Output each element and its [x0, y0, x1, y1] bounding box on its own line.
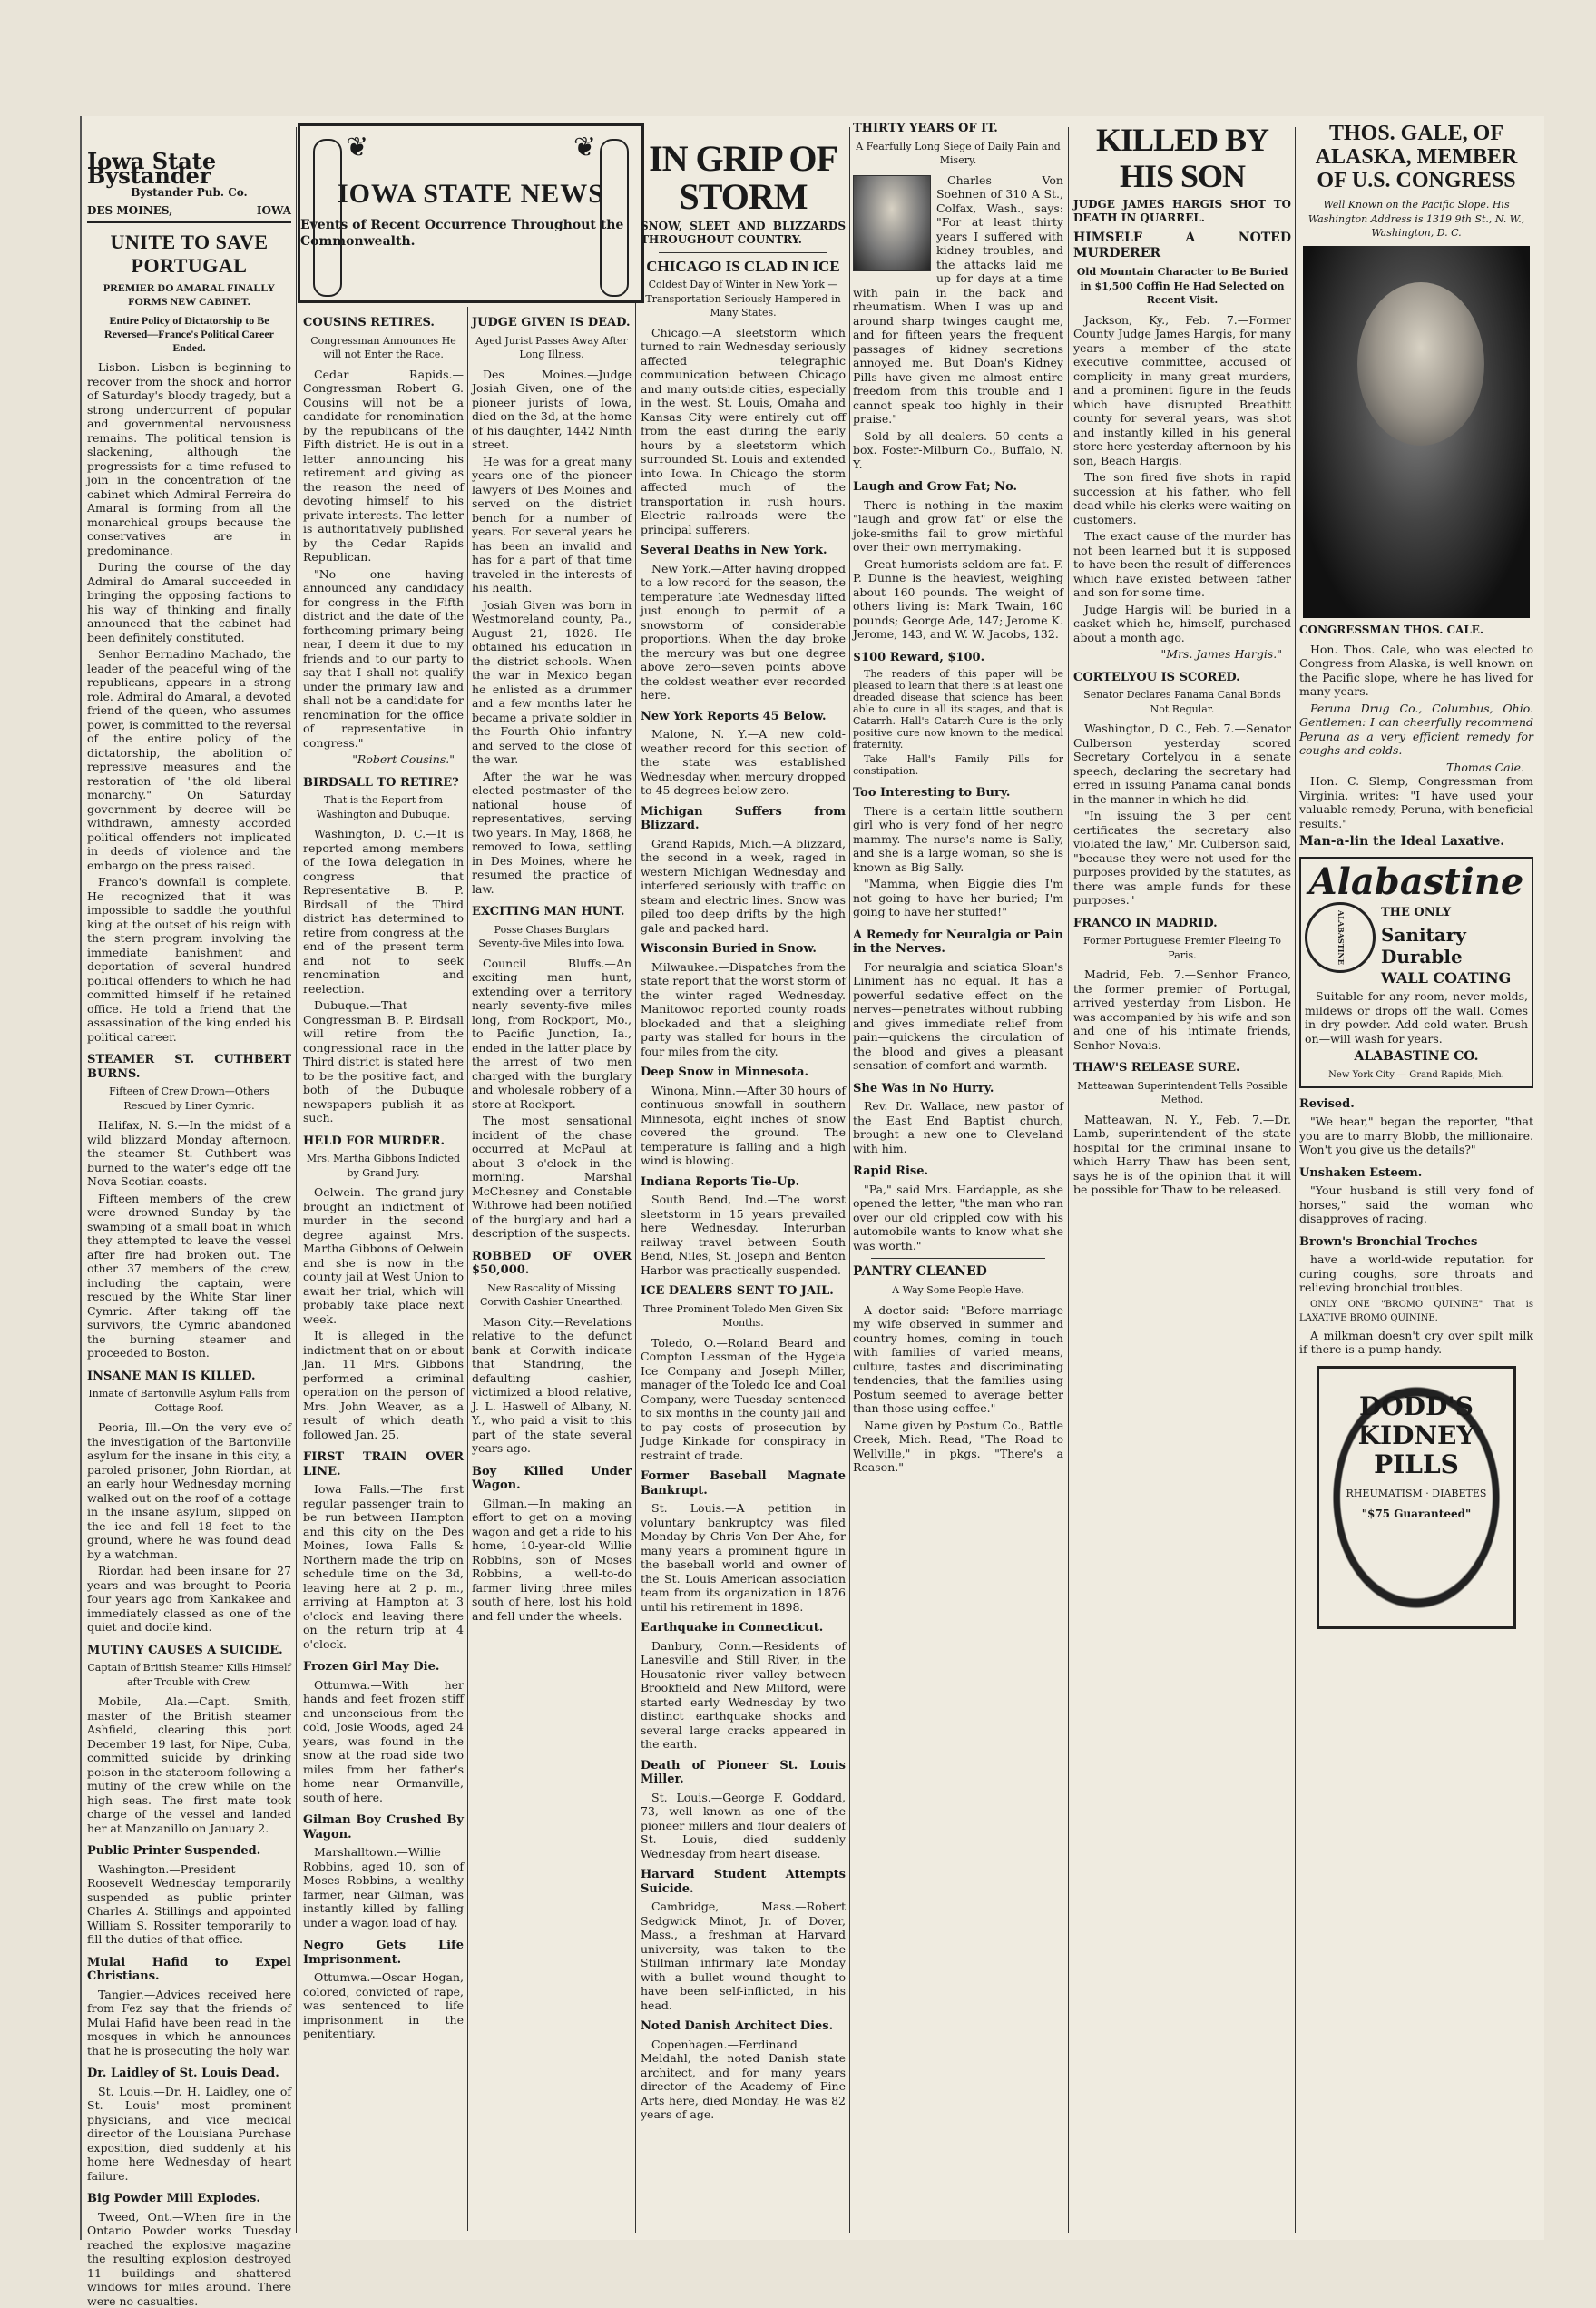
section-headline: Negro Gets Life Imprisonment.	[303, 1939, 464, 1967]
alabastine-brand: ALABASTINE CO.	[1305, 1049, 1528, 1065]
section-headline: THAW'S RELEASE SURE.	[1073, 1061, 1291, 1075]
article-paragraph: "Your husband is still very fond of horses," said the woman who disapproves of racing.	[1299, 1183, 1533, 1226]
masthead-city: DES MOINES,	[87, 204, 172, 219]
iowa-state-news-banner	[298, 123, 644, 303]
article-paragraph: Great humorists seldom are fat. F. P. Dunne is the heaviest, weighing about 160 pounds. The weight of others living is: Mark Twain, 160 pounds; George Ade, 147; Jerome K. Jerome, 143, and W. W. Jacobs, 132.	[853, 557, 1063, 642]
section-headline: New York Reports 45 Below.	[641, 710, 846, 724]
ornament-flourish-icon: ❦	[573, 132, 596, 163]
article-paragraph: Washington, D. C., Feb. 7.—Senator Culberson yesterday scored Secretary Cortelyou in a senate speech, declaring the secretary had erred in issuing Panama canal bonds in the manner in which he did.	[1073, 722, 1291, 806]
advertisement-text: The readers of this paper will be pleased to learn that there is at least one dreaded disease that science has been able to cure in all its stages, and that is Catarrh. Hall's Catarrh Cure is the only positive cure now known to the medical fraternity.	[853, 668, 1063, 751]
advertisement-text: Suitable for any room, never molds, mildews or drops off the wall. Comes in dry powder. Add cold water. Brush on—will wash for years.	[1305, 989, 1528, 1046]
article-paragraph: "Pa," said Mrs. Hardapple, as she opened the letter, "the man who ran over our old crippled cow with his automobile wants to know what she was worth."	[853, 1183, 1063, 1253]
section-headline: Laugh and Grow Fat; No.	[853, 480, 1063, 495]
section-subheadline: Old Mountain Character to Be Buried in $1,500 Coffin He Had Selected on Recent Visit.	[1073, 265, 1291, 308]
headline: IN GRIP OF STORM	[641, 140, 846, 216]
article-paragraph: St. Louis.—A petition in voluntary bankruptcy was filed Monday by Chris Von Der Ahe, for many years a prominent figure in the baseball world and owner of the St. Louis American association team from its organization in 1876 until his retirement in 1898.	[641, 1501, 846, 1614]
section-headline: She Was in No Hurry.	[853, 1082, 1063, 1096]
section-headline: Michigan Suffers from Blizzard.	[641, 805, 846, 833]
advertisement-text: Name given by Postum Co., Battle Creek, Mich. Read, "The Road to Wellville," in pkgs. "There's a Reason."	[853, 1419, 1063, 1475]
article-paragraph: Cedar Rapids.—Congressman Robert G. Cousins will not be a candidate for renomination by the republicans of the Fifth district. He is out in a letter announcing his retirement and giving as the reason the need of devoting himself to his private interests. The letter is authoritatively published by the Cedar Rapids Republican.	[303, 368, 464, 565]
section-headline: FRANCO IN MADRID.	[1073, 917, 1291, 931]
section-headline: INSANE MAN IS KILLED.	[87, 1370, 291, 1384]
section-headline: Several Deaths in New York.	[641, 544, 846, 558]
article-paragraph: Malone, N. Y.—A new cold-weather record for this section of the state was established Wednesday when mercury dropped to 45 degrees below zero.	[641, 727, 846, 798]
signature: "Mrs. James Hargis."	[1073, 647, 1282, 662]
subheadline: HIMSELF A NOTED MURDERER	[1073, 231, 1291, 261]
section-headline: FIRST TRAIN OVER LINE.	[303, 1450, 464, 1478]
section-headline: $100 Reward, $100.	[853, 651, 1063, 665]
section-subheadline: Former Portuguese Premier Fleeing To Paris.	[1073, 934, 1291, 962]
newspaper-page	[80, 116, 1544, 2240]
article-paragraph: Senhor Bernadino Machado, the leader of the peaceful wing of the republicans, appears in a strong role. Admiral do Amaral, a devoted friend of the queen, who assumes power, is committed to the reversal of the entire policy of the dictatorship, the abolition of repressive measures and the restoration of "the old liberal monarchy." On Saturday government by decree will be withdrawn, amnesty accorded political offenders not implicated in deeds of violence and the embargo on the press raised.	[87, 647, 291, 872]
article-paragraph: Riordan had been insane for 27 years and was brought to Peoria four years ago from Kankakee and immediately classed as one of the quiet and docile kind.	[87, 1564, 291, 1635]
article-paragraph: Rev. Dr. Wallace, new pastor of the East End Baptist church, brought a new one to Cleveland with him.	[853, 1099, 1063, 1155]
section-headline: JUDGE GIVEN IS DEAD.	[472, 316, 632, 330]
article-paragraph: New York.—After having dropped to a low record for the season, the temperature late Wednesday lifted just enough to permit of a snowstorm of considerable proportions. When the day broke the mercury was but one degree above zero—seven points above the coldest weather ever recorded here.	[641, 562, 846, 702]
subheadline: Well Known on the Pacific Slope. His Washington Address is 1319 9th St., N. W., Washington, D. C.	[1299, 198, 1533, 241]
section-headline: BIRDSALL TO RETIRE?	[303, 776, 464, 791]
signature: "Robert Cousins."	[303, 752, 455, 767]
article-paragraph: Peoria, Ill.—On the very eve of the investigation of the Bartonville asylum for the insane in this city, a paroled prisoner, John Riordan, at an early hour Wednesday morning walked out on the roof of a cottage in the insane asylum, slipped on the ice and fell 18 feet to the ground, where he was found dead by a watchman.	[87, 1420, 291, 1561]
column-rule	[296, 127, 297, 2233]
section-headline: COUSINS RETIRES.	[303, 316, 464, 330]
section-subheadline: Mrs. Martha Gibbons Indicted by Grand Jury.	[303, 1152, 464, 1180]
signature: Thomas Cale.	[1299, 761, 1524, 775]
article-paragraph: Franco's downfall is complete. He recognized that it was impossible to saddle the youthful king at the outset of his reign with the stern program involving the immediate banishment and deportation of several hundred political offenders to which he had committed himself if he retained office. He told a friend that the assassination of the king ended his political career.	[87, 875, 291, 1044]
column-4	[853, 122, 1063, 2236]
column-rule	[467, 307, 468, 2231]
alabastine-title: Alabastine	[1305, 862, 1528, 902]
column-rule	[1068, 127, 1069, 2233]
photo-caption: CONGRESSMAN THOS. CALE.	[1299, 624, 1533, 637]
divider	[659, 252, 827, 253]
alabastine-advertisement	[1299, 857, 1533, 1088]
advertisement-text: ONLY ONE "BROMO QUININE" That is LAXATIVE BROMO QUININE.	[1299, 1298, 1533, 1326]
advertisement-text: Peruna Drug Co., Columbus, Ohio. Gentlemen: I can cheerfully recommend Peruna as a very efficient remedy for coughs and colds.	[1299, 702, 1533, 758]
ornament-scroll-left	[313, 139, 342, 297]
alabastine-line: WALL COATING	[1305, 967, 1528, 989]
article-paragraph: There is nothing in the maxim "laugh and grow fat" or else the joke-smiths fail to grow mirthful over their own merrymaking.	[853, 498, 1063, 555]
article-paragraph: "Mamma, when Biggie dies I'm not going to have her buried; I'm going to have her stuffed!"	[853, 877, 1063, 919]
section-headline: Revised.	[1299, 1097, 1533, 1112]
article-paragraph: Mobile, Ala.—Capt. Smith, master of the British steamer Ashfield, clearing this port December 19 last, for Nipe, Cuba, committed suicide by drinking poison in the stateroom following a mutiny of the crew while on the high seas. The first mate took charge of the vessel and landed her at Manzanillo on January 2.	[87, 1694, 291, 1835]
article-paragraph: Josiah Given was born in Westmoreland county, Pa., August 21, 1828. He obtained his education in the district schools. When the war in Mexico began he enlisted as a drummer and a few months later he became a private soldier in the Fourth Ohio infantry and served to the close of the war.	[472, 598, 632, 767]
dodds-line: "$75 Guaranteed"	[1319, 1508, 1513, 1522]
article-paragraph: Washington, D. C.—It is reported among members of the Iowa delegation in congress that Representative B. P. Birdsall of the Third district has determined to retire from congress at the end of the present term and not to seek renomination and reelection.	[303, 827, 464, 996]
article-paragraph: Mason City.—Revelations relative to the defunct bank at Corwith indicate that Standring, the defaulting cashier, victimized a blood relative, J. L. Haswell of Albany, N. Y., who paid a visit to this part of the state several years ago.	[472, 1315, 632, 1456]
advertisement-text: A doctor said:—"Before marriage my wife observed in summer and country homes, coming in touch with families of varied means, culture, tastes and discriminating tendencies, that the families using Postum seemed to average better than those using coffee."	[853, 1303, 1063, 1416]
dodds-line: DODD'S	[1319, 1392, 1513, 1421]
section-subheadline: Captain of British Steamer Kills Himself after Trouble with Crew.	[87, 1661, 291, 1689]
column-rule	[849, 127, 850, 2233]
section-headline: Dr. Laidley of St. Louis Dead.	[87, 2067, 291, 2081]
article-paragraph: Jackson, Ky., Feb. 7.—Former County Judge James Hargis, for many years a member of the state executive committee, accused of complicity in many great murders, and a prominent figure in the feuds which have disrupted Breathitt county for several years, was shot and instantly killed in his general store here yesterday afternoon by his son, Beach Hargis.	[1073, 313, 1291, 468]
section-headline: Brown's Bronchial Troches	[1299, 1235, 1533, 1250]
section-headline: Rapid Rise.	[853, 1164, 1063, 1179]
subheadline: Entire Policy of Dictatorship to Be Reversed—France's Political Career Ended.	[87, 314, 291, 355]
alabastine-line: THE ONLY	[1305, 902, 1528, 924]
section-subheadline: Aged Jurist Passes Away After Long Illness.	[472, 334, 632, 362]
section-headline: Big Powder Mill Explodes.	[87, 2192, 291, 2206]
article-paragraph: Judge Hargis will be buried in a casket which he, himself, purchased about a month ago.	[1073, 603, 1291, 645]
section-subheadline: A Fearfully Long Siege of Daily Pain and Misery.	[853, 140, 1063, 168]
article-paragraph: Madrid, Feb. 7.—Senhor Franco, the former premier of Portugal, arrived yesterday from Lisbon. He was accompanied by his wife and son and one of his intimate friends, Senhor Novais.	[1073, 967, 1291, 1052]
article-paragraph: Washington.—President Roosevelt Wednesday temporarily suspended as public printer Charles A. Stillings and appointed William S. Rossiter temporarily to fill the duties of that office.	[87, 1862, 291, 1947]
headline: KILLED BY HIS SON	[1073, 122, 1291, 194]
section-headline: Mulai Hafid to Expel Christians.	[87, 1956, 291, 1984]
article-paragraph: He was for a great many years one of the pioneer lawyers of Des Moines and served on the district bench for a number of years. For several years he has been an invalid and has for a part of that time traveled in the interests of his health.	[472, 455, 632, 595]
alabastine-place: New York City — Grand Rapids, Mich.	[1305, 1068, 1528, 1083]
alabastine-line: Sanitary	[1305, 924, 1528, 946]
advertisement-text: Charles Von Soehnen of 310 A St., Colfax, Wash., says: "For at least thirty years I suffered with kidney troubles, and the attacks laid me up for days at a time with pain in the back and rheumatism. When I was up and around sharp twinges caught me, and for fifteen years the frequent passages of kidney secretions annoyed me. But Doan's Kidney Pills have given me almost entire freedom from this trouble and I cannot speak too highly in their praise."	[853, 173, 1063, 427]
alabastine-logo-icon: ALABASTINE	[1305, 902, 1376, 973]
article-paragraph: During the course of the day Admiral do Amaral succeeded in bringing the opposing factions to his way of thinking and finally announced that the cabinet had been definitely constituted.	[87, 560, 291, 644]
subheadline: PREMIER DO AMARAL FINALLY FORMS NEW CABINET.	[87, 281, 291, 309]
section-subheadline: Posse Chases Burglars Seventy-five Miles into Iowa.	[472, 923, 632, 951]
section-headline: Public Printer Suspended.	[87, 1844, 291, 1859]
article-paragraph: The most sensational incident of the chase occurred at McPaul at about 3 o'clock in the morning. Marshal McChesney and Constable Withrowe had been notified of the burglary and had a description of the suspects.	[472, 1114, 632, 1241]
section-headline: THIRTY YEARS OF IT.	[853, 122, 1063, 136]
section-subheadline: Congressman Announces He will not Enter the Race.	[303, 334, 464, 362]
section-subheadline: Senator Declares Panama Canal Bonds Not Regular.	[1073, 688, 1291, 716]
advertisement-text: Sold by all dealers. 50 cents a box. Foster-Milburn Co., Buffalo, N. Y.	[853, 429, 1063, 472]
section-headline: Noted Danish Architect Dies.	[641, 2019, 846, 2034]
dodds-line: RHEUMATISM · DIABETES	[1319, 1487, 1513, 1501]
section-headline: Gilman Boy Crushed By Wagon.	[303, 1813, 464, 1841]
article-paragraph: Danbury, Conn.—Residents of Lanesville and Still River, in the Housatonic river valley between Brookfield and New Milford, were started early Wednesday by two distinct earthquake shocks and several large cracks appeared in the earth.	[641, 1639, 846, 1752]
article-paragraph: Dubuque.—That Congressman B. P. Birdsall will retire from the congressional race in the Third district is stated here to be the positive fact, and both of the Dubuque newspapers publish it as such.	[303, 998, 464, 1125]
column-2	[303, 307, 464, 2231]
section-headline: PANTRY CLEANED	[853, 1264, 1063, 1280]
section-headline: EXCITING MAN HUNT.	[472, 905, 632, 919]
section-subheadline: A Way Some People Have.	[853, 1283, 1063, 1298]
dodds-line: PILLS	[1319, 1450, 1513, 1479]
article-paragraph: Ottumwa.—Oscar Hogan, colored, convicted of rape, was sentenced to life imprisonment in the penitentiary.	[303, 1970, 464, 2041]
article-paragraph: Tweed, Ont.—When fire in the Ontario Powder works Tuesday reached the explosive magazine the resulting explosion destroyed 11 buildings and shattered windows for miles around. There were no casualties.	[87, 2210, 291, 2308]
column-5	[1073, 122, 1291, 2236]
column-rule	[1295, 127, 1296, 2233]
section-subheadline: That is the Report from Washington and Dubuque.	[303, 793, 464, 821]
masthead-title: Iowa State Bystander	[87, 154, 291, 182]
section-headline: Former Baseball Magnate Bankrupt.	[641, 1469, 846, 1498]
section-headline: A Remedy for Neuralgia or Pain in the Nerves.	[853, 928, 1063, 957]
section-subheadline: Inmate of Bartonville Asylum Falls from Cottage Roof.	[87, 1387, 291, 1415]
section-subheadline: Fifteen of Crew Drown—Others Rescued by Liner Cymric.	[87, 1085, 291, 1113]
article-paragraph: Toledo, O.—Roland Beard and Compton Lessman of the Hygeia Ice Company and Joseph Miller, manager of the Toledo Ice and Coal Company, were Tuesday sentenced to six months in the county jail and to pay costs of prosecution by Judge Kinkade for conspiracy in restraint of trade.	[641, 1336, 846, 1463]
article-paragraph: Halifax, N. S.—In the midst of a wild blizzard Monday afternoon, the steamer St. Cuthbert was burned to the water's edge off the Nova Scotian coasts.	[87, 1118, 291, 1189]
article-paragraph: The exact cause of the murder has not been learned but it is supposed to have been the result of differences which have existed between father and son for some time.	[1073, 529, 1291, 600]
section-headline: Unshaken Esteem.	[1299, 1166, 1533, 1181]
column-6	[1299, 122, 1533, 2236]
dodds-line: KIDNEY	[1319, 1421, 1513, 1450]
article-paragraph: Matteawan, N. Y., Feb. 7.—Dr. Lamb, superintendent of the state hospital for the criminal insane to which Harry Thaw has been sent, says he is of the opinion that it will be possible for Thaw to be released.	[1073, 1113, 1291, 1197]
article-paragraph: Marshalltown.—Willie Robbins, aged 10, son of Moses Robbins, a wealthy farmer, near Gilman, was instantly killed by falling under a wagon load of hay.	[303, 1845, 464, 1930]
article-paragraph: Gilman.—In making an effort to get on a moving wagon and get a ride to his home, 10-year-old Willie Robbins, son of Moses Robbins, a well-to-do farmer living three miles south of here, lost his hold and fell under the wheels.	[472, 1497, 632, 1624]
section-headline: Earthquake in Connecticut.	[641, 1621, 846, 1635]
ornament-scroll-right	[600, 139, 629, 297]
article-paragraph: "No one having announced any candidacy for congress in the Fifth district and the date of the forthcoming primary being near, I deem it due to my friends and to our party to say that I shall not qualify under the primary law and shall not be a candidate for renomination for the office of representative in congress."	[303, 567, 464, 751]
advertisement-text: have a world-wide reputation for curing coughs, sore throats and relieving bronchial troubles.	[1299, 1252, 1533, 1295]
masthead-place	[87, 204, 291, 224]
subheadline: JUDGE JAMES HARGIS SHOT TO DEATH IN QUARREL.	[1073, 198, 1291, 225]
article-paragraph: Grand Rapids, Mich.—A blizzard, the second in a week, raged in western Michigan Wednesday and interfered seriously with traffic on steam and electric lines. Snow was piled too deep drifts by the high gale and packed hard.	[641, 837, 846, 936]
article-paragraph: Lisbon.—Lisbon is beginning to recover from the shock and horror of Saturday's bloody tragedy, but a strong undercurrent of popular and governmental nervousness remains. The political tension is slackening, although the progressists for a time refused to join in the concentration of the cabinet which Admiral Ferreira do Amaral is forming from all the monarchical groups because the conservatives are in predominance.	[87, 360, 291, 557]
article-paragraph: The son fired five shots in rapid succession at his father, who fell dead while his clerks were waiting on customers.	[1073, 470, 1291, 526]
article-paragraph: Oelwein.—The grand jury brought an indictment of murder in the second degree against Mrs. Martha Gibbons of Oelwein and she is now in the county jail at West Union to await her trial, which will probably take place next week.	[303, 1185, 464, 1326]
column-3	[641, 122, 846, 2236]
article-paragraph: Fifteen members of the crew were drowned Sunday by the swamping of a small boat in which they attempted to leave the vessel after fire had broken out. The other 37 members of the crew, including the captain, were rescued by the White Star liner Cymric. After taking off the survivors, the Cymric abandoned the burning steamer and proceeded to Boston.	[87, 1192, 291, 1360]
portrait-illustration	[853, 175, 931, 271]
article-paragraph: After the war he was elected postmaster of the national house of representatives, serving two years. In May, 1868, he removed to Iowa, settling in Des Moines, where he resumed the practice of law.	[472, 770, 632, 897]
article-paragraph: Ottumwa.—With her hands and feet frozen stiff and unconscious from the cold, Josie Woods, aged 24 years, was found in the snow at the road side two miles from her father's home near Ormanville, south of here.	[303, 1678, 464, 1805]
advertisement-text: Take Hall's Family Pills for constipation.	[853, 753, 1063, 777]
subheadline: SNOW, SLEET AND BLIZZARDS THROUGHOUT COUNTRY.	[641, 220, 846, 247]
portrait-face	[1357, 282, 1484, 446]
article-paragraph: South Bend, Ind.—The worst sleetstorm in 15 years prevailed here Wednesday. Interurban railway travel between South Bend, Niles, St. Joseph and Benton Harbor was practically suspended.	[641, 1193, 846, 1277]
article-paragraph: Chicago.—A sleetstorm which turned to rain Wednesday seriously affected telegraphic communication between Chicago and many outside cities, especially in the west. St. Louis, Omaha and Kansas City were entirely cut off from the east during the early hours by a sleetstorm which surrounded St. Louis and extended into Iowa. In Chicago the storm affected much of the transportation in rush hours. Electric railroads were the principal sufferers.	[641, 326, 846, 537]
article-paragraph: "We hear," began the reporter, "that you are to marry Blobb, the millionaire. Won't you give us the details?"	[1299, 1115, 1533, 1157]
section-headline: CORTELYOU IS SCORED.	[1073, 671, 1291, 685]
article-paragraph: It is alleged in the indictment that on or about Jan. 11 Mrs. Gibbons performed a criminal operation on the person of Mrs. John Weaver, as a result of which death followed Jan. 25.	[303, 1329, 464, 1441]
article-paragraph: St. Louis.—Dr. H. Laidley, one of St. Louis' most prominent physicians, and vice medical director of the Louisiana Purchase exposition, died suddenly at his home here Wednesday of heart failure.	[87, 2085, 291, 2184]
article-paragraph: A milkman doesn't cry over spilt milk if there is a pump handy.	[1299, 1329, 1533, 1357]
section-headline: Boy Killed Under Wagon.	[472, 1465, 632, 1493]
article-paragraph: St. Louis.—George F. Goddard, 73, well known as one of the pioneer millers and flour dealers of St. Louis, died suddenly Wednesday from heart disease.	[641, 1791, 846, 1861]
section-subheadline: Three Prominent Toledo Men Given Six Months.	[641, 1302, 846, 1331]
advertisement-text: For neuralgia and sciatica Sloan's Liniment has no equal. It has a powerful sedative effect on the nerves—penetrates without rubbing and gives immediate relief from pain—quickens the circulation of the blood and gives a pleasant sensation of comfort and warmth.	[853, 960, 1063, 1073]
article-paragraph: Cambridge, Mass.—Robert Sedgwick Minot, Jr. of Dover, Mass., a freshman at Harvard university, was taken to the Stillman infirmary late Monday with a bullet wound thought to have been self-inflicted, in his head.	[641, 1900, 846, 2012]
article-paragraph: There is a certain little southern girl who is very fond of her negro mammy. The nurse's name is Sally, and she is a large woman, so she is known as Big Sally.	[853, 804, 1063, 875]
column-rule	[635, 127, 636, 2233]
section-headline: HELD FOR MURDER.	[303, 1134, 464, 1149]
column-2b	[472, 307, 632, 2231]
headline: UNITE TO SAVE PORTUGAL	[87, 231, 291, 278]
section-headline: STEAMER ST. CUTHBERT BURNS.	[87, 1053, 291, 1081]
masthead-state: IOWA	[257, 204, 291, 219]
alabastine-line: Durable	[1305, 946, 1528, 967]
section-subheadline: Matteawan Superintendent Tells Possible Method.	[1073, 1079, 1291, 1107]
section-banner-title: IOWA STATE NEWS	[300, 179, 641, 210]
advertisement-text: Hon. C. Slemp, Congressman from Virginia, writes: "I have used your valuable remedy, Peruna, with beneficial results."	[1299, 774, 1533, 830]
article-paragraph: "In issuing the 3 per cent certificates the secretary also violated the law," Mr. Culberson said, "because they were not used for the purposes provided by the statutes, as there was ample funds for these purposes."	[1073, 809, 1291, 908]
dodds-kidney-pills-advertisement	[1317, 1366, 1516, 1629]
article-paragraph: Iowa Falls.—The first regular passenger train to be run between Hampton and this city on the Des Moines, Iowa Falls & Northern made the trip on schedule time on the 3d, leaving here at 2 p. m., arriving at Hampton at 3 o'clock and leaving there on the return trip at 4 o'clock.	[303, 1482, 464, 1651]
section-headline: Indiana Reports Tie-Up.	[641, 1175, 846, 1190]
headline: THOS. GALE, OF ALASKA, MEMBER OF U.S. CONGRESS	[1299, 122, 1533, 192]
article-paragraph: Copenhagen.—Ferdinand Meldahl, the noted Danish state architect, and for many years director of the Academy of Fine Arts here, died Monday. He was 82 years of age.	[641, 2038, 846, 2122]
article-paragraph: Milwaukee.—Dispatches from the state report that the worst storm of the winter raged Wednesday. Manitowoc reported county roads blockaded and that a sleighing party was stalled for hours in the four miles from the city.	[641, 960, 846, 1059]
ornament-flourish-icon: ❦	[346, 132, 368, 163]
section-headline: ROBBED OF OVER $50,000.	[472, 1250, 632, 1278]
section-headline: Deep Snow in Minnesota.	[641, 1066, 846, 1080]
section-subheadline: Coldest Day of Winter in New York —Transportation Seriously Hampered in Many States.	[641, 278, 846, 320]
section-headline: MUTINY CAUSES A SUICIDE.	[87, 1644, 291, 1658]
section-headline: Death of Pioneer St. Louis Miller.	[641, 1759, 846, 1787]
advertisement-tagline: Man-a-lin the Ideal Laxative.	[1299, 834, 1533, 850]
masthead-publisher: Bystander Pub. Co.	[87, 186, 291, 201]
section-headline: ICE DEALERS SENT TO JAIL.	[641, 1284, 846, 1299]
section-headline: Too Interesting to Bury.	[853, 786, 1063, 800]
subheadline: CHICAGO IS CLAD IN ICE	[641, 259, 846, 274]
congressman-portrait-photo	[1303, 246, 1530, 618]
article-paragraph: Des Moines.—Judge Josiah Given, one of the pioneer jurists of Iowa, died on the 3d, at the home of his daughter, 1442 Ninth street.	[472, 368, 632, 452]
section-subheadline: New Rascality of Missing Corwith Cashier Unearthed.	[472, 1282, 632, 1310]
section-headline: Wisconsin Buried in Snow.	[641, 942, 846, 957]
divider	[871, 1258, 1045, 1259]
column-1	[87, 122, 291, 2236]
section-banner-subtitle: Events of Recent Occurrence Throughout the Commonwealth.	[300, 217, 641, 250]
article-paragraph: Winona, Minn.—After 30 hours of continuous snowfall in southern Minnesota, eight inches of snow covered the ground. The temperature is falling and a high wind is blowing.	[641, 1084, 846, 1168]
section-headline: Harvard Student Attempts Suicide.	[641, 1868, 846, 1896]
article-paragraph: Council Bluffs.—An exciting man hunt, extending over a territory nearly seventy-five miles long, from Rockport, Mo., to Pacific Junction, Ia., ended in the latter place by the arrest of two men charged with the burglary and wholesale robbery of a store at Rockport.	[472, 957, 632, 1112]
advertisement-text: Hon. Thos. Cale, who was elected to Congress from Alaska, is well known on the Pacific slope, where he has lived for many years.	[1299, 643, 1533, 699]
section-headline: Frozen Girl May Die.	[303, 1660, 464, 1675]
article-paragraph: Tangier.—Advices received here from Fez say that the friends of Mulai Hafid have been read in the mosques in which he announces that he is prosecuting the holy war.	[87, 1988, 291, 2058]
